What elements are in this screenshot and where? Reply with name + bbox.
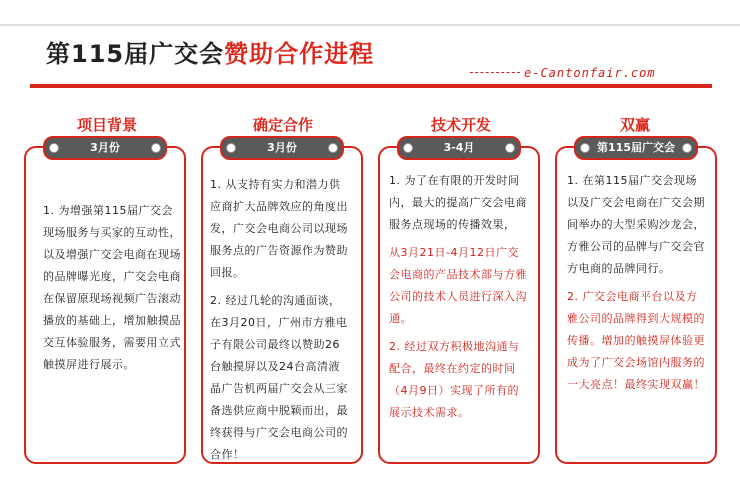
column-3-para-3: 2. 经过双方积极地沟通与配合，最终在约定的时间（4月9日）实现了所有的展示技术需求。 bbox=[389, 340, 520, 419]
column-tag-2: 3月份 bbox=[220, 136, 344, 160]
column-2-para-1: 1. 从支持有实力和潜力供应商扩大品牌效应的角度出发，广交会电商公司以现场服务点的广告资源作为赞助回报。 bbox=[210, 178, 348, 279]
column-body-4 bbox=[567, 170, 707, 402]
column-tag-1: 3月份 bbox=[43, 136, 167, 160]
title-prefix: 第115届广交会 bbox=[46, 40, 225, 68]
watermark-line bbox=[470, 72, 520, 73]
column-heading-3: 技术开发 bbox=[430, 116, 491, 134]
title-highlight: 赞助合作进程 bbox=[224, 40, 375, 68]
column-body-2 bbox=[210, 174, 350, 472]
column-3-para-1: 1. 为了在有限的开发时间内，最大的提高广交会电商服务点现场的传播效果， bbox=[389, 174, 527, 231]
column-heading-2: 确定合作 bbox=[252, 116, 313, 134]
column-heading-1: 项目背景 bbox=[76, 116, 137, 134]
top-divider bbox=[0, 24, 740, 26]
column-2-para-2: 2. 经过几轮的沟通面谈，在3月20日，广州市方雅电子有限公司最终以赞助26台触摸屏以及24台高清液晶广告机两届广交会从三家备选供应商中脱颖而出，最终获得与广交会电商公司的合作！ bbox=[210, 294, 348, 461]
column-tag-4: 第115届广交会 bbox=[574, 136, 698, 160]
header-red-bar bbox=[30, 84, 712, 88]
column-3-para-2: 从3月21日-4月12日广交会电商的产品技术部与方雅公司的技术人员进行深入沟通。 bbox=[389, 246, 527, 325]
column-1-para-1: 1. 为增强第115届广交会现场服务与买家的互动性，以及增强广交会电商在现场的品牌曝光度，广交会电商在保留原现场视频广告滚动播放的基础上，增加触摸品交互体验服务，需要用立式触摸屏进行展示。 bbox=[43, 204, 181, 371]
watermark: e-Cantonfair.com bbox=[524, 66, 656, 80]
column-body-3 bbox=[389, 170, 529, 430]
column-tag-3: 3-4月 bbox=[397, 136, 521, 160]
column-4-para-2: 2. 广交会电商平台以及方雅公司的品牌得到大规模的传播。增加的触摸屏体验更成为了广交会场馆内服务的一大亮点！最终实现双赢！ bbox=[567, 290, 705, 391]
column-body-1 bbox=[43, 200, 183, 382]
page-title bbox=[46, 34, 374, 69]
column-4-para-1: 1. 在第115届广交会现场以及广交会电商在广交会期间举办的大型采购沙龙会，方雅公司的品牌与广交会官方电商的品牌同行。 bbox=[567, 174, 705, 275]
column-heading-4: 双赢 bbox=[619, 116, 650, 134]
